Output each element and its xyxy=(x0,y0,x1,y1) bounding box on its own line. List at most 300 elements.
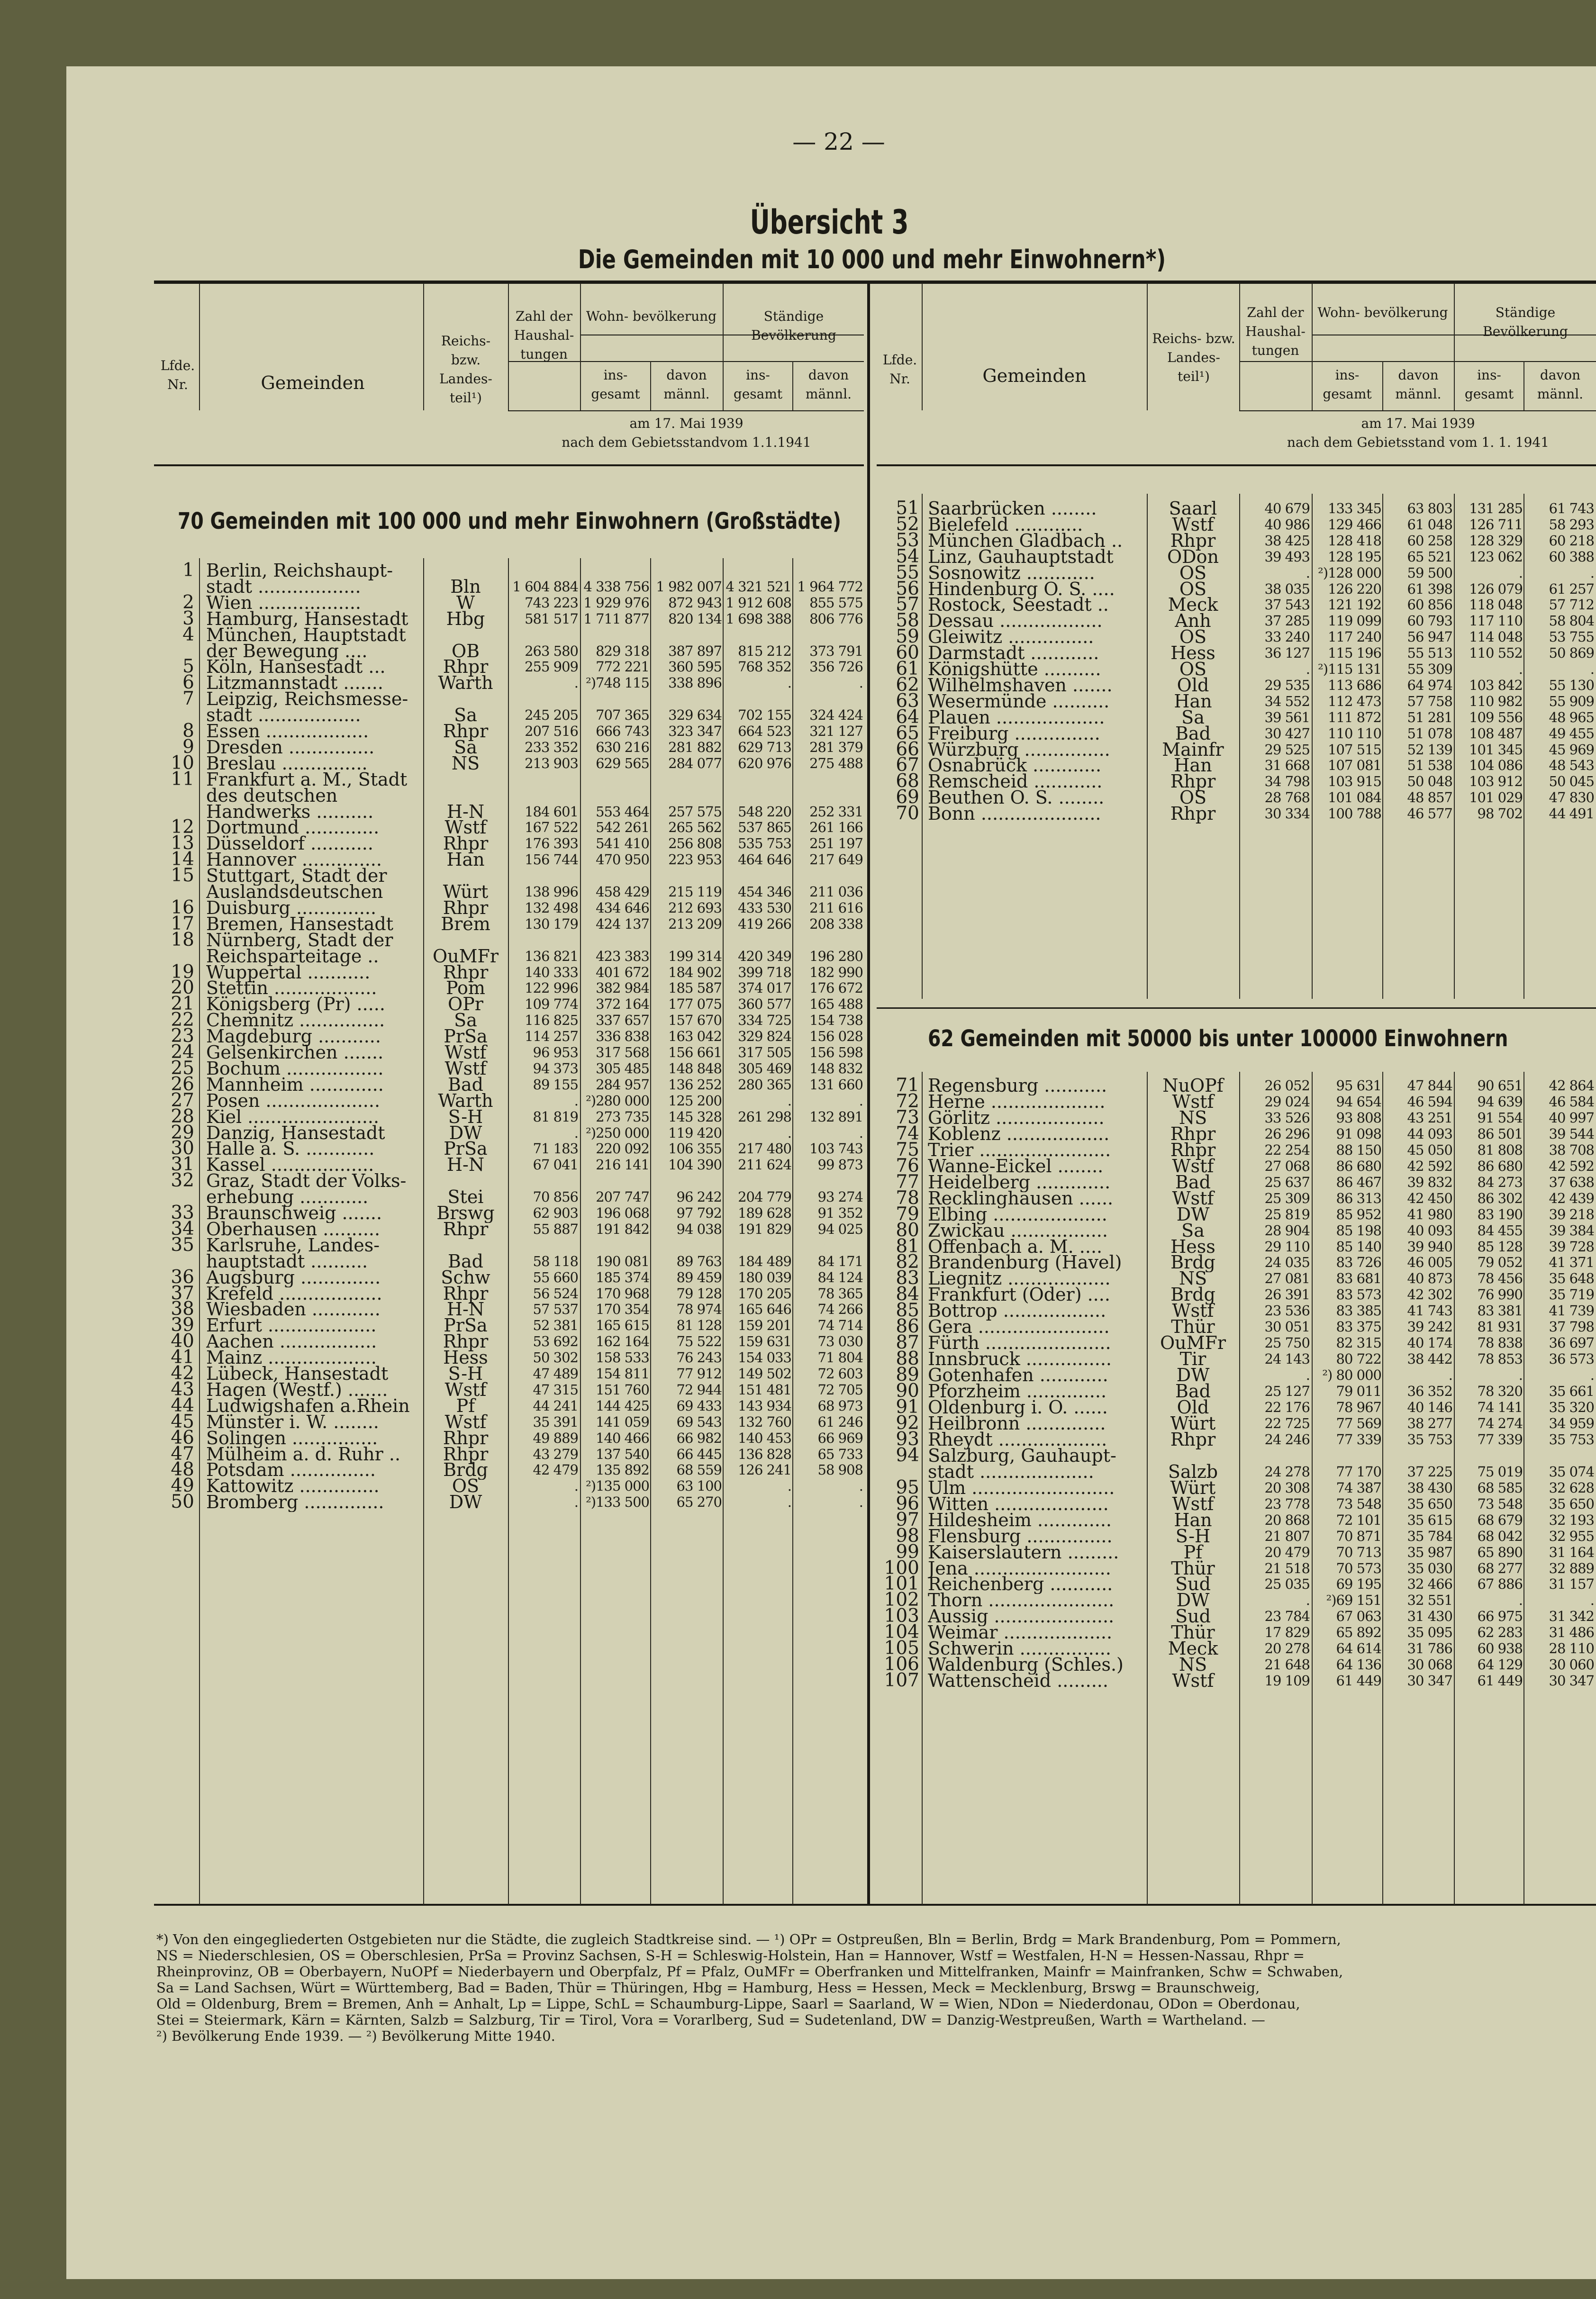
cell-wm: 60 856 xyxy=(1407,597,1452,613)
cell-sm: 58 293 xyxy=(1549,516,1594,533)
cell-wm: 136 252 xyxy=(668,1076,722,1093)
cell-hh: 233 352 xyxy=(525,739,578,755)
cell-hh: 176 393 xyxy=(525,835,578,852)
cell-ab: OS xyxy=(1179,627,1207,647)
cell-wi: 220 092 xyxy=(596,1140,649,1157)
cell-wi: 83 726 xyxy=(1336,1254,1381,1271)
cell-wm: 40 174 xyxy=(1407,1335,1452,1351)
cell-si: 83 381 xyxy=(1477,1303,1523,1319)
cell-wm: 60 793 xyxy=(1407,613,1452,629)
cell-ab: Sa xyxy=(454,1010,477,1031)
cell-sm: 48 965 xyxy=(1549,709,1594,725)
cell-hh: 24 246 xyxy=(1264,1431,1310,1448)
cell-nr: 94 xyxy=(896,1445,919,1466)
footnote-line: Old = Oldenburg, Brem = Bremen, Anh = Anhalt, Lp = Lippe, SchL = Schaumburg-Lippe, Saarl = Saarland, W = Wien, NDon = Niederdonau, ODon = Oberdonau, xyxy=(156,1996,1300,2012)
cell-ab: Brdg xyxy=(443,1460,488,1480)
cell-hh: 25 750 xyxy=(1264,1335,1310,1351)
cell-wi: ²)133 500 xyxy=(586,1494,649,1511)
cell-sm: 46 584 xyxy=(1549,1093,1594,1110)
cell-nr: 89 xyxy=(896,1365,919,1385)
cell-wm: 31 786 xyxy=(1407,1640,1452,1657)
cell-ab: DW xyxy=(1176,1204,1210,1224)
cell-wi: 77 339 xyxy=(1336,1431,1381,1448)
cell-wi: 94 654 xyxy=(1336,1093,1381,1110)
header-wohn-davon: davon männl. xyxy=(663,367,710,402)
cell-sm: 373 791 xyxy=(809,643,863,659)
cell-si: 317 505 xyxy=(738,1044,791,1060)
cell-si: . xyxy=(787,1494,791,1511)
table-title: Übersicht 3 xyxy=(750,203,909,242)
cell-wm: 69 433 xyxy=(676,1397,722,1414)
cell-name: Wilhelmshaven ....... xyxy=(928,675,1113,695)
cell-hh: 37 543 xyxy=(1264,597,1310,613)
page-number: — 22 — xyxy=(792,128,885,155)
cell-hh: 39 493 xyxy=(1264,548,1310,565)
cell-si: 535 753 xyxy=(738,835,791,852)
cell-name: Karlsruhe, Landes- xyxy=(206,1235,380,1255)
cell-si: 1 912 608 xyxy=(725,594,791,611)
cell-hh: 25 127 xyxy=(1264,1383,1310,1400)
cell-name: Oberhausen .......... xyxy=(206,1219,381,1239)
cell-si: 68 585 xyxy=(1477,1479,1523,1496)
cell-wi: 284 957 xyxy=(596,1076,649,1093)
cell-sm: 39 544 xyxy=(1549,1125,1594,1142)
header-haushaltungen-right: Zahl der Haushal- tungen xyxy=(1245,305,1306,358)
cell-wm: 157 670 xyxy=(668,1012,722,1029)
cell-nr: 52 xyxy=(896,514,919,534)
cell-nr: 107 xyxy=(884,1671,919,1691)
cell-name: Kaiserslautern ......... xyxy=(928,1542,1119,1562)
cell-si: 110 982 xyxy=(1469,693,1523,709)
cell-ab: Rhpr xyxy=(1170,804,1216,824)
cell-name: Waldenburg (Schles.) xyxy=(928,1655,1124,1675)
cell-hh: 31 668 xyxy=(1264,757,1310,774)
cell-si: 126 711 xyxy=(1469,516,1523,533)
cell-wm: 79 128 xyxy=(676,1285,722,1302)
cell-si: 548 220 xyxy=(738,803,791,820)
cell-ab: Würt xyxy=(1170,1477,1216,1498)
cell-hh: 28 768 xyxy=(1264,789,1310,806)
cell-name: Potsdam ............... xyxy=(206,1460,376,1480)
cell-hh: 47 489 xyxy=(533,1366,578,1382)
cell-sm: 50 045 xyxy=(1549,773,1594,790)
cell-si: 420 349 xyxy=(738,948,791,964)
cell-nr: 105 xyxy=(884,1638,919,1659)
cell-sm: 281 379 xyxy=(809,739,863,755)
cell-name: Regensburg ........... xyxy=(928,1076,1107,1095)
cell-nr: 88 xyxy=(896,1349,919,1369)
cell-nr: 23 xyxy=(171,1026,194,1047)
cell-sm: 74 714 xyxy=(817,1317,863,1334)
cell-wi: 207 747 xyxy=(596,1189,649,1205)
cell-hh: 26 296 xyxy=(1264,1125,1310,1142)
cell-name: Frankfurt a. M., Stadt xyxy=(206,769,408,789)
cell-name: Kassel .................. xyxy=(206,1155,374,1175)
header-bottom-rule-right xyxy=(877,464,1596,466)
cell-sm: 275 488 xyxy=(809,755,863,771)
cell-name: Plauen ................... xyxy=(928,707,1105,727)
cell-sm: 91 352 xyxy=(817,1205,863,1221)
header-haushaltungen: Zahl der Haushal- tungen xyxy=(514,308,574,362)
cell-wi: 73 548 xyxy=(1336,1495,1381,1512)
cell-nr: 77 xyxy=(896,1172,919,1192)
cell-sm: 30 347 xyxy=(1549,1673,1594,1689)
cell-ab: Würt xyxy=(443,882,489,902)
cell-si: 126 079 xyxy=(1469,580,1523,597)
cell-sm: 208 338 xyxy=(809,915,863,932)
cell-wm: 265 562 xyxy=(668,819,722,836)
cell-si: 78 853 xyxy=(1477,1351,1523,1367)
cell-sm: 324 424 xyxy=(809,707,863,724)
cell-name: Berlin, Reichshaupt- xyxy=(206,561,393,580)
cell-sm: 30 060 xyxy=(1549,1656,1594,1673)
cell-ab: Rhpr xyxy=(443,1444,489,1464)
cell-wi: 434 646 xyxy=(596,899,649,916)
cell-sm: 182 990 xyxy=(809,964,863,980)
cell-wi: 305 485 xyxy=(596,1060,649,1077)
cell-ab: Salzb xyxy=(1168,1461,1218,1482)
table-row xyxy=(0,801,1596,824)
cell-wi: 170 354 xyxy=(596,1301,649,1318)
cell-nr: 82 xyxy=(896,1252,919,1273)
cell-wm: 387 897 xyxy=(668,643,722,659)
cell-wm: 63 803 xyxy=(1407,500,1452,516)
cell-name: Linz, Gauhauptstadt xyxy=(928,546,1114,567)
cell-wi: 115 196 xyxy=(1328,645,1381,661)
cell-si: 217 480 xyxy=(738,1140,791,1157)
cell-name: Saarbrücken ........ xyxy=(928,498,1097,518)
cell-wi: 1 711 877 xyxy=(583,610,649,627)
cell-nr: 24 xyxy=(171,1042,194,1062)
cell-name: Breslau ............... xyxy=(206,753,368,773)
header-gebietsstand-right: nach dem Gebietsstand vom 1. 1. 1941 xyxy=(1287,434,1550,450)
cell-sm: 156 598 xyxy=(809,1044,863,1060)
cell-name: Kiel ....................... xyxy=(206,1106,380,1127)
cell-ab: Meck xyxy=(1168,1638,1218,1659)
cell-ab: Old xyxy=(1177,675,1209,695)
cell-wi: 80 722 xyxy=(1336,1351,1381,1367)
header-wohnbevoelkerung: Wohn- bevölkerung xyxy=(586,308,717,324)
cell-sm: 261 166 xyxy=(809,819,863,836)
cell-sm: 42 439 xyxy=(1549,1190,1594,1206)
cell-wi: 85 140 xyxy=(1336,1238,1381,1255)
cell-name: Hildesheim ............. xyxy=(928,1510,1112,1530)
cell-nr: 90 xyxy=(896,1381,919,1402)
cell-wi: 128 418 xyxy=(1328,532,1381,549)
header-bottom-rule-left xyxy=(154,464,864,466)
cell-wm: 156 661 xyxy=(668,1044,722,1060)
cell-wi: 542 261 xyxy=(596,819,649,836)
cell-si: 75 019 xyxy=(1477,1463,1523,1480)
cell-nr: 69 xyxy=(896,787,919,808)
cell-hh: 29 024 xyxy=(1264,1093,1310,1110)
cell-sm: 55 909 xyxy=(1549,693,1594,709)
cell-si: 189 628 xyxy=(738,1205,791,1221)
cell-ab: Sa xyxy=(454,705,477,725)
cell-wi: 470 950 xyxy=(596,851,649,868)
cell-nr: 38 xyxy=(171,1299,194,1320)
cell-nr: 39 xyxy=(171,1315,194,1336)
cell-si: 78 838 xyxy=(1477,1335,1523,1351)
header-line xyxy=(1239,410,1596,411)
cell-si: 128 329 xyxy=(1469,532,1523,549)
cell-sm: 35 074 xyxy=(1549,1463,1594,1480)
cell-wi: 88 150 xyxy=(1336,1141,1381,1158)
cell-si: 65 890 xyxy=(1477,1544,1523,1560)
table-row xyxy=(0,1671,1596,1691)
cell-name: Heidelberg ............. xyxy=(928,1172,1111,1192)
cell-hh: 20 479 xyxy=(1264,1544,1310,1560)
cell-name: Reichsparteitage .. xyxy=(206,946,379,966)
cell-name: Osnabrück ............ xyxy=(928,755,1102,776)
cell-nr: 3 xyxy=(182,608,194,629)
cell-nr: 55 xyxy=(896,562,919,583)
cell-wi: 83 681 xyxy=(1336,1270,1381,1287)
cell-nr: 25 xyxy=(171,1058,194,1078)
cell-si: 101 029 xyxy=(1469,789,1523,806)
cell-wi: 112 473 xyxy=(1328,693,1381,709)
cell-ab: Sud xyxy=(1175,1574,1211,1594)
cell-hh: 30 427 xyxy=(1264,725,1310,742)
cell-wm: 65 270 xyxy=(676,1494,722,1511)
cell-wi: 85 198 xyxy=(1336,1222,1381,1239)
cell-nr: 17 xyxy=(171,914,194,934)
cell-wm: 184 902 xyxy=(668,964,722,980)
cell-ab: Würt xyxy=(1170,1413,1216,1433)
cell-hh: . xyxy=(1306,1367,1310,1384)
cell-wm: 106 355 xyxy=(668,1140,722,1157)
cell-name: hauptstadt .......... xyxy=(206,1251,368,1271)
cell-nr: 51 xyxy=(896,498,919,518)
table-subtitle: Die Gemeinden mit 10 000 und mehr Einwohnern*) xyxy=(578,244,1166,274)
cell-ab: Mainfr xyxy=(1162,739,1224,760)
cell-sm: 176 672 xyxy=(809,980,863,996)
cell-nr: 5 xyxy=(182,657,194,677)
cell-hh: 55 660 xyxy=(533,1269,578,1285)
cell-name: Wesermünde .......... xyxy=(928,691,1110,711)
cell-name: Bottrop .................. xyxy=(928,1301,1106,1321)
cell-wm: 104 390 xyxy=(668,1157,722,1173)
cell-sm: 35 753 xyxy=(1549,1431,1594,1448)
footnote-line: Rheinprovinz, OB = Oberbayern, NuOPf = Niederbayern und Oberpfalz, Pf = Pfalz, OuMFr = Oberfranken und Mittelfranken, Mainfr = Mainfranken, Schw = Schwaben, xyxy=(156,1964,1343,1980)
cell-sm: 131 660 xyxy=(809,1076,863,1093)
cell-hh: 27 081 xyxy=(1264,1270,1310,1287)
cell-hh: 184 601 xyxy=(525,803,578,820)
cell-wi: 216 141 xyxy=(596,1157,649,1173)
cell-si: 629 713 xyxy=(738,739,791,755)
cell-ab: Han xyxy=(446,850,485,870)
cell-wm: 38 442 xyxy=(1407,1351,1452,1367)
cell-ab: W xyxy=(456,592,475,613)
cell-si: 123 062 xyxy=(1469,548,1523,565)
cell-nr: 86 xyxy=(896,1317,919,1337)
cell-ab: Han xyxy=(1174,755,1212,776)
cell-nr: 53 xyxy=(896,530,919,551)
cell-si: 143 934 xyxy=(738,1397,791,1414)
cell-hh: . xyxy=(1306,1592,1310,1609)
cell-nr: 8 xyxy=(182,721,194,741)
cell-sm: 165 488 xyxy=(809,996,863,1013)
cell-wm: 35 753 xyxy=(1407,1431,1452,1448)
cell-hh: 39 561 xyxy=(1264,709,1310,725)
cell-wi: 82 315 xyxy=(1336,1335,1381,1351)
cell-sm: 60 388 xyxy=(1549,548,1594,565)
cell-hh: 38 035 xyxy=(1264,580,1310,597)
cell-name: Offenbach a. M. .... xyxy=(928,1236,1103,1257)
cell-wm: 360 595 xyxy=(668,659,722,675)
header-stichtag-left: am 17. Mai 1939 xyxy=(629,416,744,431)
cell-wm: 68 559 xyxy=(676,1462,722,1478)
section-heading-mittelstaedte: 62 Gemeinden mit 50000 bis unter 100000 Einwohnern xyxy=(928,1025,1508,1052)
cell-sm: . xyxy=(859,675,863,691)
cell-ab: Wstf xyxy=(444,817,487,838)
cell-ab: OuMFr xyxy=(432,946,499,966)
cell-wm: 35 650 xyxy=(1407,1495,1452,1512)
cell-name: Königsberg (Pr) ..... xyxy=(206,994,385,1014)
cell-wm: 199 314 xyxy=(668,948,722,964)
cell-wm: 52 139 xyxy=(1407,741,1452,758)
cell-sm: 39 384 xyxy=(1549,1222,1594,1239)
cell-ab: Thür xyxy=(1171,1558,1215,1578)
cell-ab: Wstf xyxy=(1172,514,1214,534)
cell-ab: S-H xyxy=(448,1364,483,1384)
cell-hh: 30 334 xyxy=(1264,806,1310,822)
cell-name: Remscheid ............ xyxy=(928,771,1103,792)
cell-wm: 32 551 xyxy=(1407,1592,1452,1609)
cell-ab: Hess xyxy=(443,1348,488,1368)
cell-nr: 4 xyxy=(182,625,194,645)
cell-wm: 40 146 xyxy=(1407,1399,1452,1415)
cell-nr: 67 xyxy=(896,755,919,776)
cell-sm: 61 246 xyxy=(817,1413,863,1430)
cell-si: 77 339 xyxy=(1477,1431,1523,1448)
cell-hh: . xyxy=(1306,661,1310,677)
cell-name: Halle a. S. ............ xyxy=(206,1139,375,1159)
cell-si: 98 702 xyxy=(1477,806,1523,822)
cell-sm: 148 832 xyxy=(809,1060,863,1077)
cell-name: München Gladbach .. xyxy=(928,530,1123,551)
cell-nr: 27 xyxy=(171,1090,194,1111)
cell-wi: 191 842 xyxy=(596,1221,649,1237)
cell-nr: 102 xyxy=(884,1590,919,1611)
cell-sm: 31 157 xyxy=(1549,1576,1594,1593)
cell-wi: 170 968 xyxy=(596,1285,649,1302)
cell-sm: 251 197 xyxy=(809,835,863,852)
cell-name: Stettin .................. xyxy=(206,978,377,998)
cell-wi: 458 429 xyxy=(596,884,649,900)
cell-si: 211 624 xyxy=(738,1157,791,1173)
cell-nr: 19 xyxy=(171,962,194,982)
cell-hh: 57 537 xyxy=(533,1301,578,1318)
cell-name: stadt .................. xyxy=(206,705,361,725)
cell-si: 159 201 xyxy=(738,1317,791,1334)
cell-si: 117 110 xyxy=(1469,613,1523,629)
cell-ab: Pf xyxy=(1183,1542,1203,1562)
cell-sm: 71 804 xyxy=(817,1349,863,1366)
cell-name: Handwerks .......... xyxy=(206,801,374,822)
cell-wm: 48 857 xyxy=(1407,789,1452,806)
cell-hh: 24 143 xyxy=(1264,1351,1310,1367)
cell-hh: 71 183 xyxy=(533,1140,578,1157)
cell-ab: Hess xyxy=(1170,643,1215,663)
cell-wi: 64 614 xyxy=(1336,1640,1381,1657)
cell-hh: 56 524 xyxy=(533,1285,578,1302)
cell-nr: 44 xyxy=(171,1395,194,1416)
cell-hh: 23 536 xyxy=(1264,1303,1310,1319)
cell-name: Salzburg, Gauhaupt- xyxy=(928,1445,1116,1466)
cell-hh: 245 205 xyxy=(525,707,578,724)
cell-sm: 84 124 xyxy=(817,1269,863,1285)
cell-nr: 98 xyxy=(896,1526,919,1546)
cell-hh: 24 278 xyxy=(1264,1463,1310,1480)
cell-wi: 93 808 xyxy=(1336,1109,1381,1126)
cell-sm: 50 869 xyxy=(1549,645,1594,661)
cell-name: Witten .................... xyxy=(928,1493,1109,1514)
cell-name: Görlitz ................... xyxy=(928,1107,1105,1128)
cell-sm: 47 830 xyxy=(1549,789,1594,806)
cell-sm: 36 573 xyxy=(1549,1351,1594,1367)
cell-wi: 101 084 xyxy=(1328,789,1381,806)
cell-sm: 156 028 xyxy=(809,1028,863,1045)
cell-wi: 185 374 xyxy=(596,1269,649,1285)
cell-wi: 629 565 xyxy=(596,755,649,771)
cell-sm: 94 025 xyxy=(817,1221,863,1237)
cell-si: 78 320 xyxy=(1477,1383,1523,1400)
cell-ab: Old xyxy=(1177,1397,1209,1417)
cell-wm: 284 077 xyxy=(668,755,722,771)
cell-ab: Rhpr xyxy=(1170,1140,1216,1160)
cell-name: Königshütte .......... xyxy=(928,659,1101,679)
cell-nr: 96 xyxy=(896,1493,919,1514)
cell-sm: 61 257 xyxy=(1549,580,1594,597)
cell-nr: 85 xyxy=(896,1301,919,1321)
cell-wm: 46 005 xyxy=(1407,1254,1452,1271)
cell-sm: 72 705 xyxy=(817,1381,863,1398)
cell-sm: . xyxy=(859,1124,863,1141)
cell-hh: 116 825 xyxy=(525,1012,578,1029)
cell-hh: 140 333 xyxy=(525,964,578,980)
cell-si: 620 976 xyxy=(738,755,791,771)
cell-name: Sosnowitz ............ xyxy=(928,562,1095,583)
cell-sm: 49 455 xyxy=(1549,725,1594,742)
cell-hh: 20 308 xyxy=(1264,1479,1310,1496)
cell-sm: 44 491 xyxy=(1549,806,1594,822)
cell-sm: 99 873 xyxy=(817,1157,863,1173)
cell-ab: PrSa xyxy=(444,1315,488,1336)
cell-si: 159 631 xyxy=(738,1333,791,1350)
cell-wi: 117 240 xyxy=(1328,629,1381,645)
cell-hh: 37 285 xyxy=(1264,613,1310,629)
cell-name: Koblenz .................. xyxy=(928,1123,1110,1144)
cell-nr: 101 xyxy=(884,1574,919,1594)
cell-nr: 100 xyxy=(884,1558,919,1578)
cell-si: 66 975 xyxy=(1477,1608,1523,1625)
cell-name: Wien .................. xyxy=(206,592,362,613)
cell-si: 664 523 xyxy=(738,723,791,739)
cell-wm: 215 119 xyxy=(668,884,722,900)
cell-ab: NS xyxy=(1179,1268,1207,1289)
header-gebietsstand-left: nach dem Gebietsstandvom 1.1.1941 xyxy=(562,434,811,450)
cell-ab: S-H xyxy=(448,1106,483,1127)
cell-name: Köln, Hansestadt ... xyxy=(206,657,386,677)
cell-name: Darmstadt ............ xyxy=(928,643,1099,663)
cell-si: 61 449 xyxy=(1477,1673,1523,1689)
cell-sm: 72 603 xyxy=(817,1366,863,1382)
cell-wi: 141 059 xyxy=(596,1413,649,1430)
cell-sm: 66 969 xyxy=(817,1430,863,1446)
cell-hh: 22 725 xyxy=(1264,1415,1310,1431)
cell-si: 4 321 521 xyxy=(725,578,791,595)
